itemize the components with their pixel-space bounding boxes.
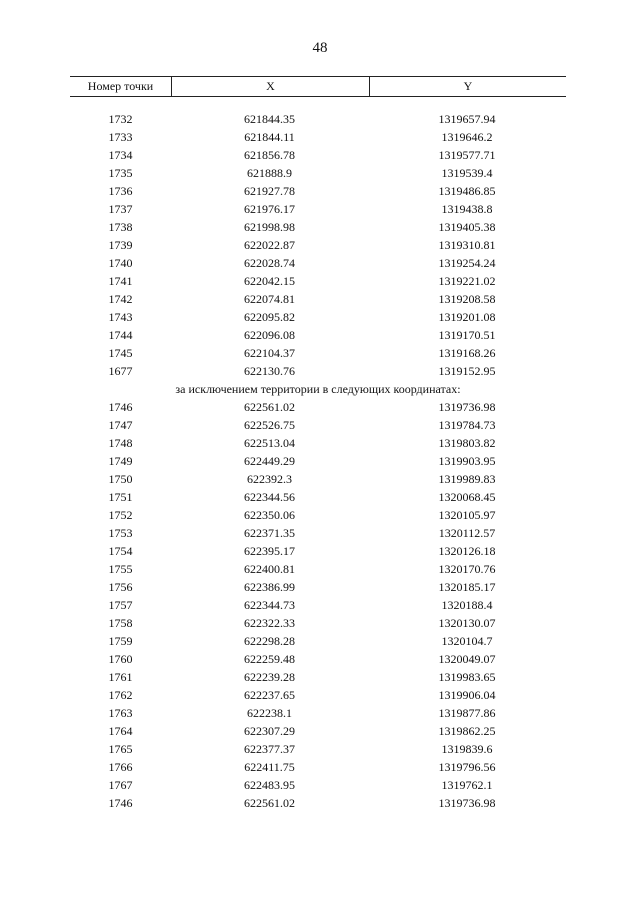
table-row	[70, 434, 566, 452]
x-cell: 622392.3	[247, 472, 292, 486]
table-row	[70, 164, 566, 182]
y-cell: 1319796.56	[438, 760, 496, 774]
x-cell: 622322.33	[244, 616, 295, 630]
point-number-cell: 1749	[108, 454, 133, 468]
point-number-cell: 1737	[108, 202, 133, 216]
table-row	[70, 560, 566, 578]
table-row	[70, 776, 566, 794]
table-row	[70, 758, 566, 776]
y-cell: 1319736.98	[438, 400, 496, 414]
point-number-cell: 1742	[108, 292, 133, 306]
x-cell: 621888.9	[247, 166, 292, 180]
x-cell: 621844.35	[244, 112, 295, 126]
y-cell: 1319839.6	[441, 742, 493, 756]
point-number-cell: 1740	[108, 256, 133, 270]
y-cell: 1319539.4	[441, 166, 493, 180]
x-cell: 622096.08	[244, 328, 295, 342]
x-cell: 622298.28	[244, 634, 295, 648]
y-cell: 1320170.76	[438, 562, 496, 576]
table-row	[70, 272, 566, 290]
table-row	[70, 362, 566, 380]
y-cell: 1320105.97	[438, 508, 496, 522]
y-cell: 1319208.58	[438, 292, 496, 306]
x-cell: 622526.75	[244, 418, 295, 432]
table-header	[70, 76, 566, 97]
y-cell: 1319803.82	[438, 436, 496, 450]
point-number-cell: 1738	[108, 220, 133, 234]
header-x: X	[172, 77, 370, 96]
table-row	[70, 596, 566, 614]
x-cell: 622095.82	[244, 310, 295, 324]
point-number-cell: 1746	[108, 796, 133, 810]
table-row	[70, 110, 566, 128]
x-cell: 622513.04	[244, 436, 295, 450]
point-number-cell: 1763	[108, 706, 133, 720]
exclusion-note: за исключением территории в следующих координатах:	[175, 382, 461, 396]
point-number-cell: 1732	[108, 112, 133, 126]
table-row	[70, 650, 566, 668]
y-cell: 1319646.2	[441, 130, 493, 144]
point-number-cell: 1735	[108, 166, 133, 180]
y-cell: 1319310.81	[438, 238, 496, 252]
point-number-cell: 1757	[108, 598, 133, 612]
x-cell: 622344.73	[244, 598, 295, 612]
y-cell: 1319784.73	[438, 418, 496, 432]
y-cell: 1320112.57	[438, 526, 496, 540]
table-row	[70, 542, 566, 560]
x-cell: 622561.02	[244, 796, 295, 810]
x-cell: 622074.81	[244, 292, 295, 306]
point-number-cell: 1754	[108, 544, 133, 558]
x-cell: 622042.15	[244, 274, 295, 288]
x-cell: 622411.75	[244, 760, 295, 774]
point-number-cell: 1733	[108, 130, 133, 144]
x-cell: 622386.99	[244, 580, 295, 594]
y-cell: 1319862.25	[438, 724, 496, 738]
table-row	[70, 488, 566, 506]
point-number-cell: 1752	[108, 508, 133, 522]
x-cell: 622400.81	[244, 562, 295, 576]
point-number-cell: 1746	[108, 400, 133, 414]
y-cell: 1320126.18	[438, 544, 496, 558]
header-point-number: Номер точки	[70, 77, 172, 96]
point-number-cell: 1739	[108, 238, 133, 252]
y-cell: 1320049.07	[438, 652, 496, 666]
x-cell: 622239.28	[244, 670, 295, 684]
point-number-cell: 1761	[108, 670, 133, 684]
y-cell: 1319168.26	[438, 346, 496, 360]
y-cell: 1319438.8	[441, 202, 493, 216]
table-row	[70, 686, 566, 704]
point-number-cell: 1750	[108, 472, 133, 486]
x-cell: 622238.1	[247, 706, 292, 720]
point-number-cell: 1753	[108, 526, 133, 540]
table-row	[70, 722, 566, 740]
point-number-cell: 1734	[108, 148, 133, 162]
x-cell: 621927.78	[244, 184, 295, 198]
x-cell: 622344.56	[244, 490, 295, 504]
table-row	[70, 218, 566, 236]
y-cell: 1320068.45	[438, 490, 496, 504]
point-number-cell: 1677	[108, 364, 133, 378]
y-cell: 1319762.1	[441, 778, 493, 792]
point-number-cell: 1744	[108, 328, 133, 342]
table-row	[70, 326, 566, 344]
point-number-cell: 1743	[108, 310, 133, 324]
point-number-cell: 1751	[108, 490, 133, 504]
x-cell: 622130.76	[244, 364, 295, 378]
y-cell: 1319405.38	[438, 220, 496, 234]
point-number-cell: 1759	[108, 634, 133, 648]
table-row	[70, 146, 566, 164]
point-number-cell: 1745	[108, 346, 133, 360]
table-row	[70, 128, 566, 146]
x-cell: 621976.17	[244, 202, 295, 216]
point-number-cell: 1765	[108, 742, 133, 756]
x-cell: 622022.87	[244, 238, 295, 252]
point-number-cell: 1736	[108, 184, 133, 198]
y-cell: 1319201.08	[438, 310, 496, 324]
point-number-cell: 1760	[108, 652, 133, 666]
coordinates-group-excluded	[70, 398, 566, 812]
table-row	[70, 506, 566, 524]
table-row	[70, 416, 566, 434]
x-cell: 622395.17	[244, 544, 295, 558]
x-cell: 622028.74	[244, 256, 295, 270]
x-cell: 621844.11	[244, 130, 295, 144]
table-row	[70, 704, 566, 722]
y-cell: 1319877.86	[438, 706, 496, 720]
table-row	[70, 182, 566, 200]
table-row	[70, 344, 566, 362]
point-number-cell: 1766	[108, 760, 133, 774]
table-row	[70, 254, 566, 272]
table-row	[70, 740, 566, 758]
y-cell: 1319254.24	[438, 256, 496, 270]
y-cell: 1319657.94	[438, 112, 496, 126]
x-cell: 621856.78	[244, 148, 295, 162]
y-cell: 1320130.07	[438, 616, 496, 630]
table-row	[70, 452, 566, 470]
x-cell: 622104.37	[244, 346, 295, 360]
table-row	[70, 236, 566, 254]
point-number-cell: 1741	[108, 274, 133, 288]
y-cell: 1320104.7	[441, 634, 493, 648]
coordinates-table	[70, 110, 566, 812]
table-row	[70, 308, 566, 326]
x-cell: 622237.65	[244, 688, 295, 702]
x-cell: 622350.06	[244, 508, 295, 522]
point-number-cell: 1748	[108, 436, 133, 450]
point-number-cell: 1758	[108, 616, 133, 630]
y-cell: 1319486.85	[438, 184, 496, 198]
table-row	[70, 200, 566, 218]
y-cell: 1319903.95	[438, 454, 496, 468]
table-row	[70, 614, 566, 632]
point-number-cell: 1767	[108, 778, 133, 792]
point-number-cell: 1755	[108, 562, 133, 576]
x-cell: 622561.02	[244, 400, 295, 414]
header-y: Y	[463, 79, 473, 93]
y-cell: 1320188.4	[441, 598, 493, 612]
x-cell: 622307.29	[244, 724, 295, 738]
page-number: 48	[312, 40, 328, 56]
y-cell: 1319983.65	[438, 670, 496, 684]
table-row	[70, 632, 566, 650]
table-row	[70, 290, 566, 308]
y-cell: 1319221.02	[438, 274, 496, 288]
x-cell: 622449.29	[244, 454, 295, 468]
y-cell: 1319989.83	[438, 472, 496, 486]
x-cell: 622377.37	[244, 742, 295, 756]
x-cell: 621998.98	[244, 220, 295, 234]
table-row	[70, 470, 566, 488]
y-cell: 1319577.71	[438, 148, 496, 162]
y-cell: 1319736.98	[438, 796, 496, 810]
table-row	[70, 794, 566, 812]
table-row	[70, 668, 566, 686]
point-number-cell: 1764	[108, 724, 133, 738]
x-cell: 622371.35	[244, 526, 295, 540]
y-cell: 1319152.95	[438, 364, 496, 378]
coordinates-group-main	[70, 110, 566, 380]
table-row	[70, 578, 566, 596]
point-number-cell: 1756	[108, 580, 133, 594]
x-cell: 622259.48	[244, 652, 295, 666]
point-number-cell: 1747	[108, 418, 133, 432]
point-number-cell: 1762	[108, 688, 133, 702]
y-cell: 1319170.51	[438, 328, 496, 342]
table-row	[70, 524, 566, 542]
table-row	[70, 398, 566, 416]
y-cell: 1319906.04	[438, 688, 496, 702]
y-cell: 1320185.17	[438, 580, 496, 594]
x-cell: 622483.95	[244, 778, 295, 792]
